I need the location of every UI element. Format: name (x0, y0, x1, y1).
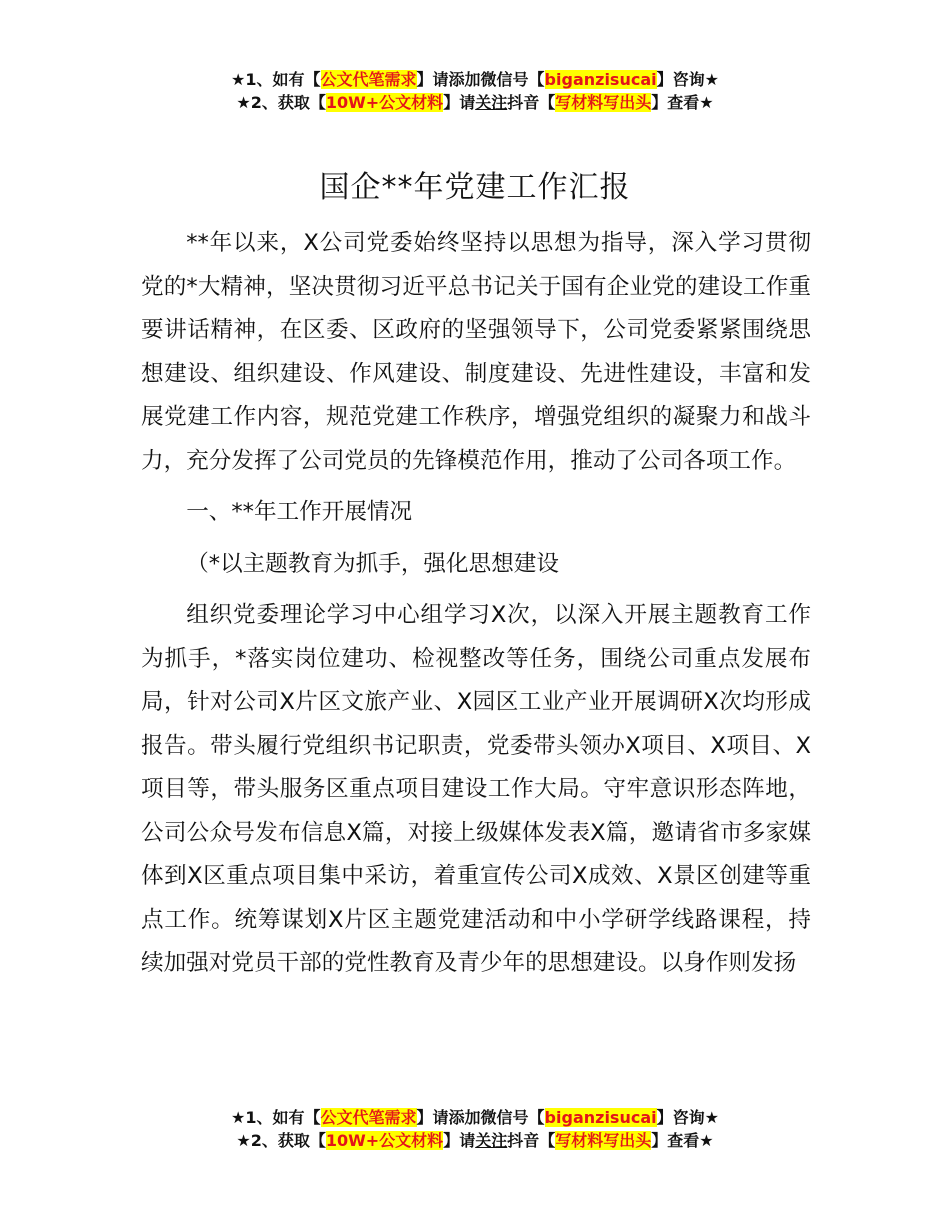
subsection-heading: （*以主题教育为抓手，强化思想建设 (186, 550, 559, 577)
footer-banner (0, 1106, 950, 1152)
banner-highlight: 10W+公文材料 (325, 93, 444, 112)
banner-text: 】请添加微信号【 (416, 70, 545, 89)
banner-line-1 (0, 68, 950, 91)
banner-highlight: 写材料写出头 (555, 1131, 652, 1150)
banner-text: 抖音【 (507, 93, 556, 112)
banner-text: 】咨询★ (656, 1108, 719, 1127)
banner-text: ★1、如有【 (231, 1108, 321, 1127)
banner-text: 抖音【 (507, 1131, 556, 1150)
banner-text: ★2、获取【 (236, 1131, 326, 1150)
banner-highlight: 写材料写出头 (555, 93, 652, 112)
document-body (141, 222, 811, 986)
banner-text: ★2、获取【 (236, 93, 326, 112)
banner-text: 】请添加微信号【 (416, 1108, 545, 1127)
header-banner (0, 68, 950, 114)
banner-highlight: 公文代笔需求 (320, 70, 417, 89)
section-heading: 一、**年工作开展情况 (186, 499, 413, 525)
banner-text: 】查看★ (651, 1131, 714, 1150)
banner-text: ★1、如有【 (231, 70, 321, 89)
document-title: 国企**年党建工作汇报 (319, 170, 631, 205)
banner-underline: 关注 (475, 93, 508, 112)
banner-underline: 关注 (475, 1131, 508, 1150)
paragraph-body: 组织党委理论学习中心组学习X次，以深入开展主题教育工作为抓手，*落实岗位建功、检视整改等任务，围绕公司重点发展布局，针对公司X片区文旅产业、X园区工业产业开展调研X次均形成报告。带头履行党组织书记职责，党委带头领办X项目、X项目、X项目等，带头服务区重点项目建设工作大局。守牢意识形态阵地，公司公众号发布信息X篇，对接上级媒体发表X篇，邀请省市多家媒体到X区重点项目集中采访，着重宣传公司X成效、X景区创建等重点工作。统筹谋划X片区主题党建活动和中小学研学线路课程，持续加强对党员干部的党性教育及青少年的思想建设。以身作则发扬 (141, 602, 811, 976)
banner-highlight: 公文代笔需求 (320, 1108, 417, 1127)
banner-text: 】查看★ (651, 93, 714, 112)
banner-text: 】请 (443, 1131, 476, 1150)
banner-highlight: biganzisucai (544, 1108, 657, 1127)
banner-line-2 (0, 91, 950, 114)
banner-highlight: biganzisucai (544, 70, 657, 89)
paragraph-intro: **年以来，X公司党委始终坚持以思想为指导，深入学习贯彻党的*大精神，坚决贯彻习近平总书记关于国有企业党的建设工作重要讲话精神，在区委、区政府的坚强领导下，公司党委紧紧围绕思想建设、组织建设、作风建设、制度建设、先进性建设，丰富和发展党建工作内容，规范党建工作秩序，增强党组织的凝聚力和战斗力，充分发挥了公司党员的先锋模范作用，推动了公司各项工作。 (141, 230, 811, 474)
banner-line-1 (0, 1106, 950, 1129)
banner-text: 】请 (443, 93, 476, 112)
banner-highlight: 10W+公文材料 (325, 1131, 444, 1150)
banner-text: 】咨询★ (656, 70, 719, 89)
banner-line-2 (0, 1129, 950, 1152)
